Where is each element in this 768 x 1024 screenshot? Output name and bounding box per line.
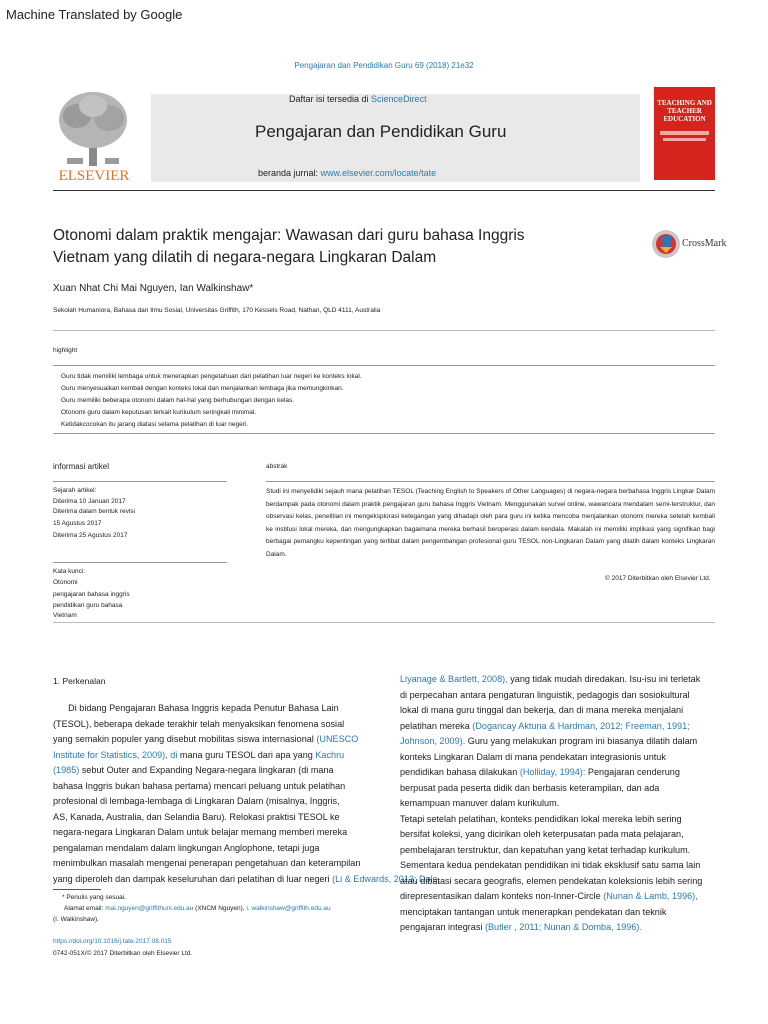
history-heading: Sejarah artikel: [53, 487, 97, 494]
citation-link[interactable]: (Holliday, 1994): [519, 767, 586, 777]
body-text: Sementara kedua pendekatan pendidikan ini tidak eksklusif satu sama lain [400, 860, 701, 870]
body-text-line [400, 703, 727, 719]
keyword-item: Otonomi [53, 579, 78, 586]
highlight-item: Guru memiliki beberapa otonomi dalam hal-hal yang berhubungan dengan kelas. [61, 397, 295, 404]
history-received: Diterima 10 Januari 2017 [53, 498, 126, 505]
body-text: yang diperoleh dan dampak keseluruhan dari pelatihan di luar negeri [53, 873, 333, 884]
email-prefix: Alamat email: [64, 905, 106, 912]
journal-title: Pengajaran dan Pendidikan Guru [255, 122, 507, 141]
body-text-line [400, 672, 727, 688]
body-text-line [400, 889, 727, 905]
body-text-line [400, 765, 727, 781]
body-text-line [400, 719, 727, 735]
body-text: pelatihan mereka [400, 720, 473, 731]
journal-citation[interactable]: Pengajaran dan Pendidikan Guru 69 (2018) 21e32 [294, 61, 474, 70]
body-text: negara-negara Lingkaran Dalam untuk belajar memang memberi mereka [53, 827, 348, 837]
keywords-divider [53, 562, 227, 563]
body-text-line [53, 841, 365, 857]
body-text: sebut Outer and Expanding Negara-negara lingkaran (di mana [79, 765, 334, 775]
citation-link[interactable]: (Li & Edwards, 2013; Dale, [332, 873, 441, 884]
body-text: kemampuan manuver dalam kurikulum. [400, 798, 560, 808]
citation-link[interactable]: Liyanage & Bartlett, 2008), [400, 674, 508, 684]
journal-homepage-line [258, 168, 436, 178]
highlight-item: Guru menyesuaikan kembali dengan konteks lokal dan menjalankan lembaga jika memungkinkan. [61, 385, 344, 392]
highlights-box [53, 365, 715, 434]
elsevier-logo [53, 88, 135, 184]
body-text-line [400, 734, 727, 750]
body-text: konteks Lingkaran Dalam di mana pendekatan integrasionis untuk [400, 751, 666, 762]
body-text: berpusat pada peserta didik dan berbasis keterampilan, dan ada [400, 782, 660, 793]
citation-link[interactable]: (Butler , 2011; Nunan & Domba, 1996). [484, 922, 642, 932]
body-text-line [53, 825, 365, 841]
article-authors: Xuan Nhat Chi Mai Nguyen, Ian Walkinshaw* [53, 283, 254, 294]
crossmark-icon [651, 229, 681, 259]
body-text: (TESOL), beberapa dekade terakhir telah menyaksikan fenomena sosial [53, 718, 345, 729]
body-text: Pengajaran cenderung [585, 767, 680, 777]
body-text: mana guru TESOL dari apa yang [177, 749, 316, 760]
abstract-copyright: © 2017 Diterbitkan oleh Elsevier Ltd. [605, 575, 711, 582]
homepage-prefix: beranda jurnal: [258, 168, 321, 178]
highlight-item: Guru tidak memiliki lembaga untuk menerapkan pengetahuan dari pelatihan luar negeri ke konteks lokal. [61, 373, 362, 380]
cover-subtitle-bar [663, 138, 706, 141]
abstract-text: Studi ini menyelidiki sejauh mana pelatihan TESOL (Teaching English to Speakers of Other Languages) di negara-negara berbahasa Inggris Lingkar Dalam berdampak pada otonomi dalam praktik pengajaran guru bahasa Inggris Vietnam. Menggunakan survei online, wawancara mendalam semi-terstruktur, dan observasi kelas, penelitian ini mengeksplorasi ketegangan yang dihadapi oleh para guru ini ketika mencoba menjalankan otonomi mereka setelah kembali ke institusi lokal mereka, dan mengungkapkan bagaimana mereka berhasil beroperasi dalam kendala. Makalah ini memiliki implikasi yang signifikan bagi berbagai pemangku kepentingan yang terlibat dalam pengembangan profesional guru TESOL non-Lingkaran Dalam yang dilatih dalam konteks Lingkaran Dalam. [266, 488, 715, 558]
body-text-line [53, 732, 365, 748]
body-text-line [400, 843, 727, 859]
body-text: pendidikan bahasa dilakukan [400, 767, 520, 777]
body-text: Tetapi setelah pelatihan, konteks pendidikan lokal mereka lebih sering [400, 813, 682, 824]
body-text: pengajaran integrasi [400, 922, 485, 932]
footnote-rule [53, 889, 101, 890]
body-text: Di bidang Pengajaran Bahasa Inggris kepada Penutur Bahasa Lain [53, 703, 339, 713]
machine-translation-banner: Machine Translated by Google [6, 7, 183, 22]
front-matter-divider [53, 622, 715, 623]
body-column-right [400, 672, 727, 936]
keyword-item: Vietnam [53, 612, 77, 619]
abstract-heading: abstrak [266, 463, 288, 470]
body-text-line [400, 874, 727, 890]
body-text-line [400, 796, 727, 812]
email-link-nguyen[interactable]: mai.nguyen@griffithuni.edu.au [105, 905, 194, 912]
body-text: menimbulkan masalah mengenai penerapan pengetahuan dan keterampilan [53, 858, 361, 868]
body-text-line [400, 781, 727, 797]
doi-link[interactable]: https://doi.org/10.1016/j.tate.2017.08.015 [53, 938, 172, 945]
citation-link[interactable]: (Nunan & Lamb, 1996), [603, 891, 698, 901]
body-text-line [53, 872, 441, 888]
keyword-item: pendidikan guru bahasa [53, 602, 123, 609]
header-divider [53, 190, 715, 191]
keywords-heading: Kata kunci: [53, 568, 86, 575]
article-title-line: Vietnam yang dilatih di negara-negara Lingkaran Dalam [53, 249, 437, 266]
body-text-line [400, 920, 727, 936]
highlight-item: Otonomi guru dalam keputusan terkait kurikulum seringkali minimal. [61, 409, 257, 416]
article-info-heading: informasi artikel [53, 462, 110, 471]
email-link-walkinshaw[interactable]: i. walkinshaw@griffith.edu.au [246, 905, 331, 912]
section-heading: 1. Perkenalan [53, 676, 106, 686]
email-owner-nguyen: (XNCM Nguyen), [193, 905, 247, 912]
crossmark-badge[interactable] [651, 229, 729, 259]
abstract-divider [266, 481, 715, 482]
body-text: yang semakin populer yang disebut mobilitas siswa internasional [53, 734, 317, 744]
citation-link[interactable]: Institute for Statistics, 2009), di [53, 749, 178, 760]
body-text: direpresentasikan dalam konteks non-Inner-Circle [400, 891, 604, 901]
body-text-line [400, 812, 727, 828]
corresponding-author-note: * Penulis yang sesuai. [62, 894, 126, 901]
highlight-item: Ketidakcocokan itu jarang diatasi selama pelatihan di luar negeri. [61, 421, 249, 428]
body-text: di perpecahan antara pengaturan linguistik, pedagogis dan sosiokultural [400, 689, 690, 700]
author-affiliation: Sekolah Humaniora, Bahasa dan Ilmu Sosial, Universitas Griffith, 170 Kessels Road, Nathan, QLD 4111, Australia [53, 307, 381, 314]
body-text-line [53, 701, 365, 717]
history-revised: Diterima dalam bentuk revisi [53, 508, 136, 515]
body-text: Guru yang melakukan program ini biasanya dilatih dalam [465, 736, 698, 746]
journal-cover[interactable] [654, 87, 715, 180]
article-info-divider [53, 481, 227, 482]
body-text-line [400, 858, 727, 874]
history-revised-date: 15 Agustus 2017 [53, 520, 102, 527]
citation-link[interactable]: Johnson, 2009). [400, 736, 466, 746]
contents-line [289, 94, 427, 104]
body-text: bersifat koleksi, yang dicirikan oleh keterpusatan pada mata pelajaran, [400, 829, 684, 839]
body-text: menciptakan tantangan untuk menerapkan pendekatan dan teknik [400, 906, 667, 917]
body-text-line [53, 779, 365, 795]
citation-link[interactable]: (UNESCO [316, 734, 359, 744]
body-text-line [400, 750, 727, 766]
citation-link[interactable]: (1985) [53, 765, 80, 775]
homepage-link[interactable]: www.elsevier.com/locate/tate [320, 168, 437, 178]
body-text: pengalaman mendalam dalam lingkungan Anglophone, tetapi juga [53, 842, 320, 853]
body-text-line [53, 748, 365, 764]
body-text-line [53, 794, 365, 810]
body-text: lokal di mana guru tinggal dan bekerja, dan di mana mereka menjalani [400, 705, 684, 715]
body-text-line [53, 810, 365, 826]
keyword-item: pengajaran bahasa inggris [53, 591, 130, 598]
body-text-line [400, 688, 727, 704]
elsevier-logo-text: ELSEVIER [58, 168, 130, 184]
body-text: bahasa Inggris bukan bahasa pertama) mencari peluang untuk pelatihan [53, 780, 346, 791]
email-line [64, 905, 331, 912]
citation-link[interactable]: Kachru [315, 749, 345, 760]
body-text: profesional di lembaga-lembaga di Lingkaran Dalam (misalnya, Inggris, [53, 796, 340, 806]
body-text-line [53, 717, 365, 733]
body-text-line [53, 856, 365, 872]
article-title [53, 225, 613, 269]
cover-subtitle-bar [660, 131, 709, 135]
section-divider [53, 330, 715, 331]
history-accepted: Diterima 25 Agustus 2017 [53, 532, 128, 539]
email-owner-walkinshaw: (I. Walkinshaw). [53, 916, 99, 923]
highlights-heading: highlight [53, 347, 78, 354]
body-text-line [53, 763, 365, 779]
contents-prefix: Daftar isi tersedia di [289, 94, 372, 104]
sciencedirect-link[interactable]: ScienceDirect [371, 94, 427, 104]
body-text: yang tidak mudah diredakan. Isu-isu ini terletak [507, 674, 701, 684]
cover-title: TEACHING AND TEACHER EDUCATION [657, 99, 712, 123]
article-title-line: Otonomi dalam praktik mengajar: Wawasan dari guru bahasa Inggris [53, 227, 525, 244]
citation-link[interactable]: (Dogancay Aktuna & Hardman, 2012; Freeman, 1991; [472, 720, 690, 731]
body-text: atau dibatasi secara geografis, elemen pendekatan koleksionis lebih sering [400, 875, 703, 886]
body-text-line [400, 905, 727, 921]
body-text: pembelajaran terstruktur, dan kepatuhan yang ketat terhadap kurikulum. [400, 844, 691, 855]
issn-copyright: 0742-051X/© 2017 Diterbitkan oleh Elsevier Ltd. [53, 950, 193, 957]
crossmark-label: CrossMark [682, 238, 727, 249]
body-text-line [400, 827, 727, 843]
body-text: AS, Kanada, Australia, dan Selandia Baru). Relokasi praktisi TESOL ke [53, 811, 340, 822]
